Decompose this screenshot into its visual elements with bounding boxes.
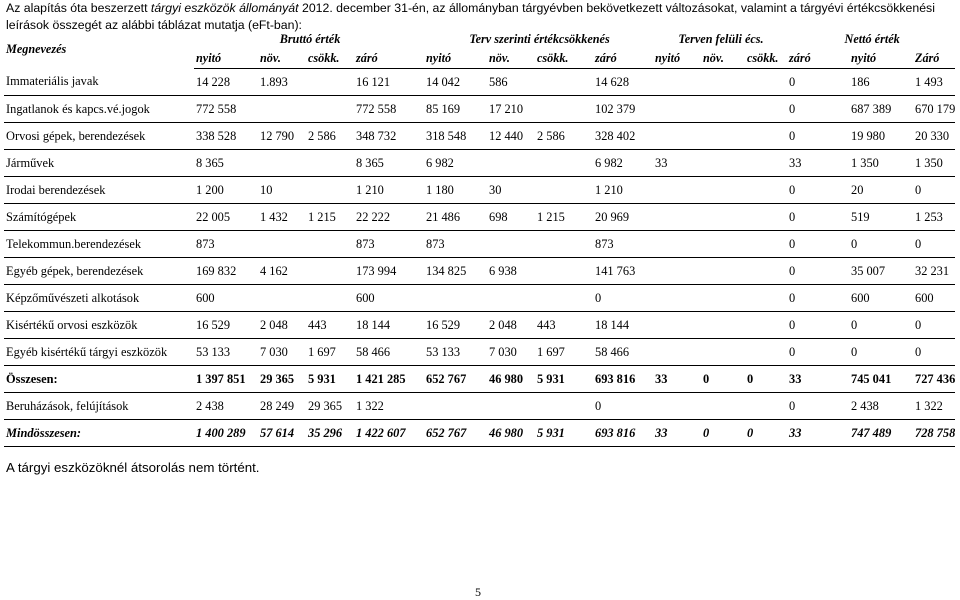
table-cell: 586 xyxy=(487,69,535,96)
table-cell: 35 296 xyxy=(306,420,354,447)
table-cell: 5 931 xyxy=(535,366,593,393)
table-cell xyxy=(487,285,535,312)
table-cell: 2 438 xyxy=(849,393,913,420)
table-cell: 0 xyxy=(593,285,653,312)
table-cell xyxy=(701,312,745,339)
table-cell: 7 030 xyxy=(258,339,306,366)
table-cell: 57 614 xyxy=(258,420,306,447)
subheader-cell: záró xyxy=(354,48,424,69)
table-cell xyxy=(745,258,787,285)
table-cell: 0 xyxy=(593,393,653,420)
subheader-cell: záró xyxy=(787,48,849,69)
table-cell: 443 xyxy=(306,312,354,339)
table-cell xyxy=(653,123,701,150)
table-cell: 1 215 xyxy=(535,204,593,231)
subheader-cell: növ. xyxy=(487,48,535,69)
table-cell: 29 365 xyxy=(306,393,354,420)
table-cell xyxy=(535,177,593,204)
intro-text-start: Az alapítás óta beszerzett xyxy=(6,1,151,15)
table-cell: 6 982 xyxy=(593,150,653,177)
table-cell: 670 179 xyxy=(913,96,955,123)
table-cell: 2 438 xyxy=(194,393,258,420)
table-cell: 0 xyxy=(701,366,745,393)
row-label: Orvosi gépek, berendezések xyxy=(4,123,194,150)
table-cell: 134 825 xyxy=(424,258,487,285)
table-cell: 18 144 xyxy=(593,312,653,339)
table-cell xyxy=(653,258,701,285)
intro-paragraph xyxy=(6,0,956,34)
table-cell: 46 980 xyxy=(487,366,535,393)
table-row xyxy=(4,231,955,258)
table-cell: 17 210 xyxy=(487,96,535,123)
table-cell: 8 365 xyxy=(194,150,258,177)
table-cell xyxy=(745,393,787,420)
table-cell: 33 xyxy=(787,366,849,393)
table-cell: 0 xyxy=(913,312,955,339)
table-cell xyxy=(258,150,306,177)
table-cell: 745 041 xyxy=(849,366,913,393)
table-cell xyxy=(306,285,354,312)
table-cell: 0 xyxy=(787,123,849,150)
table-cell: 16 529 xyxy=(194,312,258,339)
table-cell: 1 350 xyxy=(849,150,913,177)
table-cell: 14 228 xyxy=(194,69,258,96)
row-label: Egyéb gépek, berendezések xyxy=(4,258,194,285)
table-row xyxy=(4,96,955,123)
table-cell: 600 xyxy=(354,285,424,312)
table-cell xyxy=(653,96,701,123)
table-cell xyxy=(653,69,701,96)
table-cell xyxy=(424,285,487,312)
row-label: Telekommun.berendezések xyxy=(4,231,194,258)
table-cell: 1 697 xyxy=(535,339,593,366)
table-cell: 687 389 xyxy=(849,96,913,123)
table-cell: 186 xyxy=(849,69,913,96)
table-cell: 33 xyxy=(787,150,849,177)
table-cell: 32 231 xyxy=(913,258,955,285)
table-cell: 1 180 xyxy=(424,177,487,204)
table-row xyxy=(4,69,955,96)
table-cell: 698 xyxy=(487,204,535,231)
table-cell xyxy=(487,393,535,420)
table-cell xyxy=(535,150,593,177)
footnote: A tárgyi eszközöknél átsorolás nem történt. xyxy=(6,460,260,475)
table-cell: 1 322 xyxy=(354,393,424,420)
table-cell: 35 007 xyxy=(849,258,913,285)
table-cell: 0 xyxy=(913,339,955,366)
table-cell: 0 xyxy=(745,366,787,393)
table-cell xyxy=(653,393,701,420)
table-cell: 16 529 xyxy=(424,312,487,339)
row-label: Képzőművészeti alkotások xyxy=(4,285,194,312)
table-cell: 348 732 xyxy=(354,123,424,150)
table-cell: 20 330 xyxy=(913,123,955,150)
table-cell: 12 440 xyxy=(487,123,535,150)
table-row xyxy=(4,393,955,420)
table-cell: 0 xyxy=(787,231,849,258)
table-cell: 1 350 xyxy=(913,150,955,177)
table-cell xyxy=(701,285,745,312)
table-cell xyxy=(701,339,745,366)
table-cell: 58 466 xyxy=(593,339,653,366)
table-cell xyxy=(535,393,593,420)
table-cell: 0 xyxy=(913,231,955,258)
table-cell: 318 548 xyxy=(424,123,487,150)
table-cell: 1 397 851 xyxy=(194,366,258,393)
table-row xyxy=(4,420,955,447)
row-label: Beruházások, felújítások xyxy=(4,393,194,420)
row-label: Irodai berendezések xyxy=(4,177,194,204)
table-cell: 600 xyxy=(849,285,913,312)
table-cell: 338 528 xyxy=(194,123,258,150)
table-cell xyxy=(487,150,535,177)
table-cell: 53 133 xyxy=(424,339,487,366)
table-row xyxy=(4,177,955,204)
table-cell: 693 816 xyxy=(593,366,653,393)
subheader-cell: záró xyxy=(593,48,653,69)
table-cell: 873 xyxy=(354,231,424,258)
subheader-cell: csökk. xyxy=(745,48,787,69)
table-row xyxy=(4,258,955,285)
table-cell xyxy=(535,69,593,96)
table-cell xyxy=(745,204,787,231)
table-cell: 1 697 xyxy=(306,339,354,366)
subheader-cell: nyitó xyxy=(849,48,913,69)
table-cell: 652 767 xyxy=(424,366,487,393)
table-cell: 29 365 xyxy=(258,366,306,393)
table-cell xyxy=(745,339,787,366)
table-cell: 0 xyxy=(787,339,849,366)
table-cell xyxy=(653,177,701,204)
table-cell: 6 938 xyxy=(487,258,535,285)
table-cell: 519 xyxy=(849,204,913,231)
table-cell: 2 586 xyxy=(306,123,354,150)
subheader-cell: nyitó xyxy=(194,48,258,69)
table-cell: 0 xyxy=(787,96,849,123)
table-cell: 0 xyxy=(787,177,849,204)
table-cell xyxy=(653,204,701,231)
megnevezes-header: Megnevezés xyxy=(6,41,67,56)
table-cell xyxy=(653,285,701,312)
table-cell: 22 005 xyxy=(194,204,258,231)
table-cell: 0 xyxy=(849,339,913,366)
table-row xyxy=(4,339,955,366)
table-cell: 1 200 xyxy=(194,177,258,204)
table-cell: 2 586 xyxy=(535,123,593,150)
table-cell: 28 249 xyxy=(258,393,306,420)
table-cell: 0 xyxy=(849,312,913,339)
table-cell: 33 xyxy=(653,420,701,447)
table-cell: 22 222 xyxy=(354,204,424,231)
table-cell xyxy=(306,150,354,177)
table-cell: 0 xyxy=(787,393,849,420)
table-cell: 85 169 xyxy=(424,96,487,123)
table-cell: 772 558 xyxy=(354,96,424,123)
table-cell xyxy=(653,339,701,366)
table-cell xyxy=(745,285,787,312)
table-cell xyxy=(535,231,593,258)
asset-table xyxy=(4,30,955,447)
table-cell: 58 466 xyxy=(354,339,424,366)
table-cell: 1 215 xyxy=(306,204,354,231)
table-cell xyxy=(258,96,306,123)
table-cell: 0 xyxy=(849,231,913,258)
table-cell xyxy=(487,231,535,258)
table-cell xyxy=(701,393,745,420)
table-cell: 0 xyxy=(787,69,849,96)
table-cell: 1 322 xyxy=(913,393,955,420)
table-cell: 873 xyxy=(593,231,653,258)
table-cell: 16 121 xyxy=(354,69,424,96)
table-cell: 141 763 xyxy=(593,258,653,285)
table-cell: 2 048 xyxy=(258,312,306,339)
row-label: Ingatlanok és kapcs.vé.jogok xyxy=(4,96,194,123)
table-cell: 1 493 xyxy=(913,69,955,96)
table-cell: 46 980 xyxy=(487,420,535,447)
table-cell: 1.893 xyxy=(258,69,306,96)
table-row xyxy=(4,204,955,231)
table-cell xyxy=(745,312,787,339)
table-cell: 1 210 xyxy=(593,177,653,204)
table-cell: 21 486 xyxy=(424,204,487,231)
table-cell xyxy=(745,96,787,123)
table-cell: 0 xyxy=(787,285,849,312)
subheader-cell: csökk. xyxy=(306,48,354,69)
table-cell xyxy=(745,177,787,204)
table-cell: 0 xyxy=(787,312,849,339)
table-row xyxy=(4,150,955,177)
table-cell: 12 790 xyxy=(258,123,306,150)
table-cell: 873 xyxy=(424,231,487,258)
group-header-terven-feluli: Terven felüli écs. xyxy=(678,31,764,46)
intro-text-emphasis: tárgyi eszközök állományát xyxy=(150,1,299,15)
table-cell: 0 xyxy=(913,177,955,204)
table-cell xyxy=(745,150,787,177)
row-label: Immateriális javak xyxy=(4,69,194,96)
table-cell: 2 048 xyxy=(487,312,535,339)
table-cell: 8 365 xyxy=(354,150,424,177)
table-cell xyxy=(701,123,745,150)
table-cell xyxy=(535,285,593,312)
row-label: Járművek xyxy=(4,150,194,177)
table-cell xyxy=(701,231,745,258)
table-cell: 33 xyxy=(653,366,701,393)
page-number: 5 xyxy=(475,585,481,599)
table-cell: 169 832 xyxy=(194,258,258,285)
row-label: Egyéb kisértékű tárgyi eszközök xyxy=(4,339,194,366)
row-label: Számítógépek xyxy=(4,204,194,231)
table-cell xyxy=(306,69,354,96)
table-cell: 0 xyxy=(787,258,849,285)
subheader-cell: nyitó xyxy=(424,48,487,69)
table-cell xyxy=(701,69,745,96)
header-row-groups xyxy=(4,30,955,48)
table-cell: 0 xyxy=(701,420,745,447)
group-header-terv: Terv szerinti értékcsökkenés xyxy=(469,31,610,46)
row-label: Mindösszesen: xyxy=(4,420,194,447)
table-cell: 727 436 xyxy=(913,366,955,393)
table-row xyxy=(4,312,955,339)
table-cell xyxy=(258,285,306,312)
row-label: Kisértékű orvosi eszközök xyxy=(4,312,194,339)
table-cell: 173 994 xyxy=(354,258,424,285)
table-cell xyxy=(424,393,487,420)
table-cell: 6 982 xyxy=(424,150,487,177)
table-cell xyxy=(653,312,701,339)
table-cell: 443 xyxy=(535,312,593,339)
table-cell xyxy=(306,258,354,285)
table-cell: 30 xyxy=(487,177,535,204)
table-cell: 1 421 285 xyxy=(354,366,424,393)
table-cell xyxy=(701,204,745,231)
table-cell: 53 133 xyxy=(194,339,258,366)
table-cell xyxy=(701,96,745,123)
table-cell: 693 816 xyxy=(593,420,653,447)
subheader-cell: Záró xyxy=(913,48,955,69)
table-cell: 4 162 xyxy=(258,258,306,285)
table-cell xyxy=(701,177,745,204)
table-cell: 772 558 xyxy=(194,96,258,123)
table-cell: 1 210 xyxy=(354,177,424,204)
subheader-cell: nyitó xyxy=(653,48,701,69)
table-row xyxy=(4,123,955,150)
table-cell xyxy=(306,177,354,204)
table-row xyxy=(4,285,955,312)
table-cell: 33 xyxy=(653,150,701,177)
table-cell xyxy=(745,123,787,150)
table-cell: 873 xyxy=(194,231,258,258)
subheader-cell: csökk. xyxy=(535,48,593,69)
table-row xyxy=(4,366,955,393)
table-cell: 18 144 xyxy=(354,312,424,339)
table-cell: 20 xyxy=(849,177,913,204)
group-header-netto: Nettó érték xyxy=(844,31,900,46)
table-cell: 652 767 xyxy=(424,420,487,447)
table-cell xyxy=(306,96,354,123)
table-cell: 102 379 xyxy=(593,96,653,123)
table-cell: 600 xyxy=(913,285,955,312)
table-cell xyxy=(745,69,787,96)
group-header-brutto: Bruttó érték xyxy=(279,31,341,46)
table-cell: 5 931 xyxy=(306,366,354,393)
table-cell xyxy=(653,231,701,258)
table-cell xyxy=(701,150,745,177)
table-cell xyxy=(701,258,745,285)
table-cell: 0 xyxy=(745,420,787,447)
table-cell: 600 xyxy=(194,285,258,312)
subheader-cell: növ. xyxy=(701,48,745,69)
table-cell: 1 432 xyxy=(258,204,306,231)
table-cell: 7 030 xyxy=(487,339,535,366)
table-cell xyxy=(535,258,593,285)
table-cell: 5 931 xyxy=(535,420,593,447)
table-body xyxy=(4,69,955,447)
table-cell: 14 628 xyxy=(593,69,653,96)
row-label: Összesen: xyxy=(4,366,194,393)
table-cell: 747 489 xyxy=(849,420,913,447)
table-cell: 14 042 xyxy=(424,69,487,96)
subheader-cell: növ. xyxy=(258,48,306,69)
table-cell: 10 xyxy=(258,177,306,204)
table-cell xyxy=(306,231,354,258)
table-cell: 328 402 xyxy=(593,123,653,150)
table-cell xyxy=(745,231,787,258)
table-cell: 1 422 607 xyxy=(354,420,424,447)
intro-text-end: 2012. december 31-én, az állományban tárgyévben bekövetkezett változásokat, valamint a tárgyévi értékcsökkenési leírások összegét az alábbi táblázat mutatja (eFt-ban): xyxy=(6,1,935,32)
table-cell xyxy=(535,96,593,123)
table-cell: 1 400 289 xyxy=(194,420,258,447)
table-cell: 33 xyxy=(787,420,849,447)
table-cell: 1 253 xyxy=(913,204,955,231)
table-cell xyxy=(258,231,306,258)
table-cell: 728 758 xyxy=(913,420,955,447)
table-cell: 0 xyxy=(787,204,849,231)
table-cell: 19 980 xyxy=(849,123,913,150)
table-cell: 20 969 xyxy=(593,204,653,231)
